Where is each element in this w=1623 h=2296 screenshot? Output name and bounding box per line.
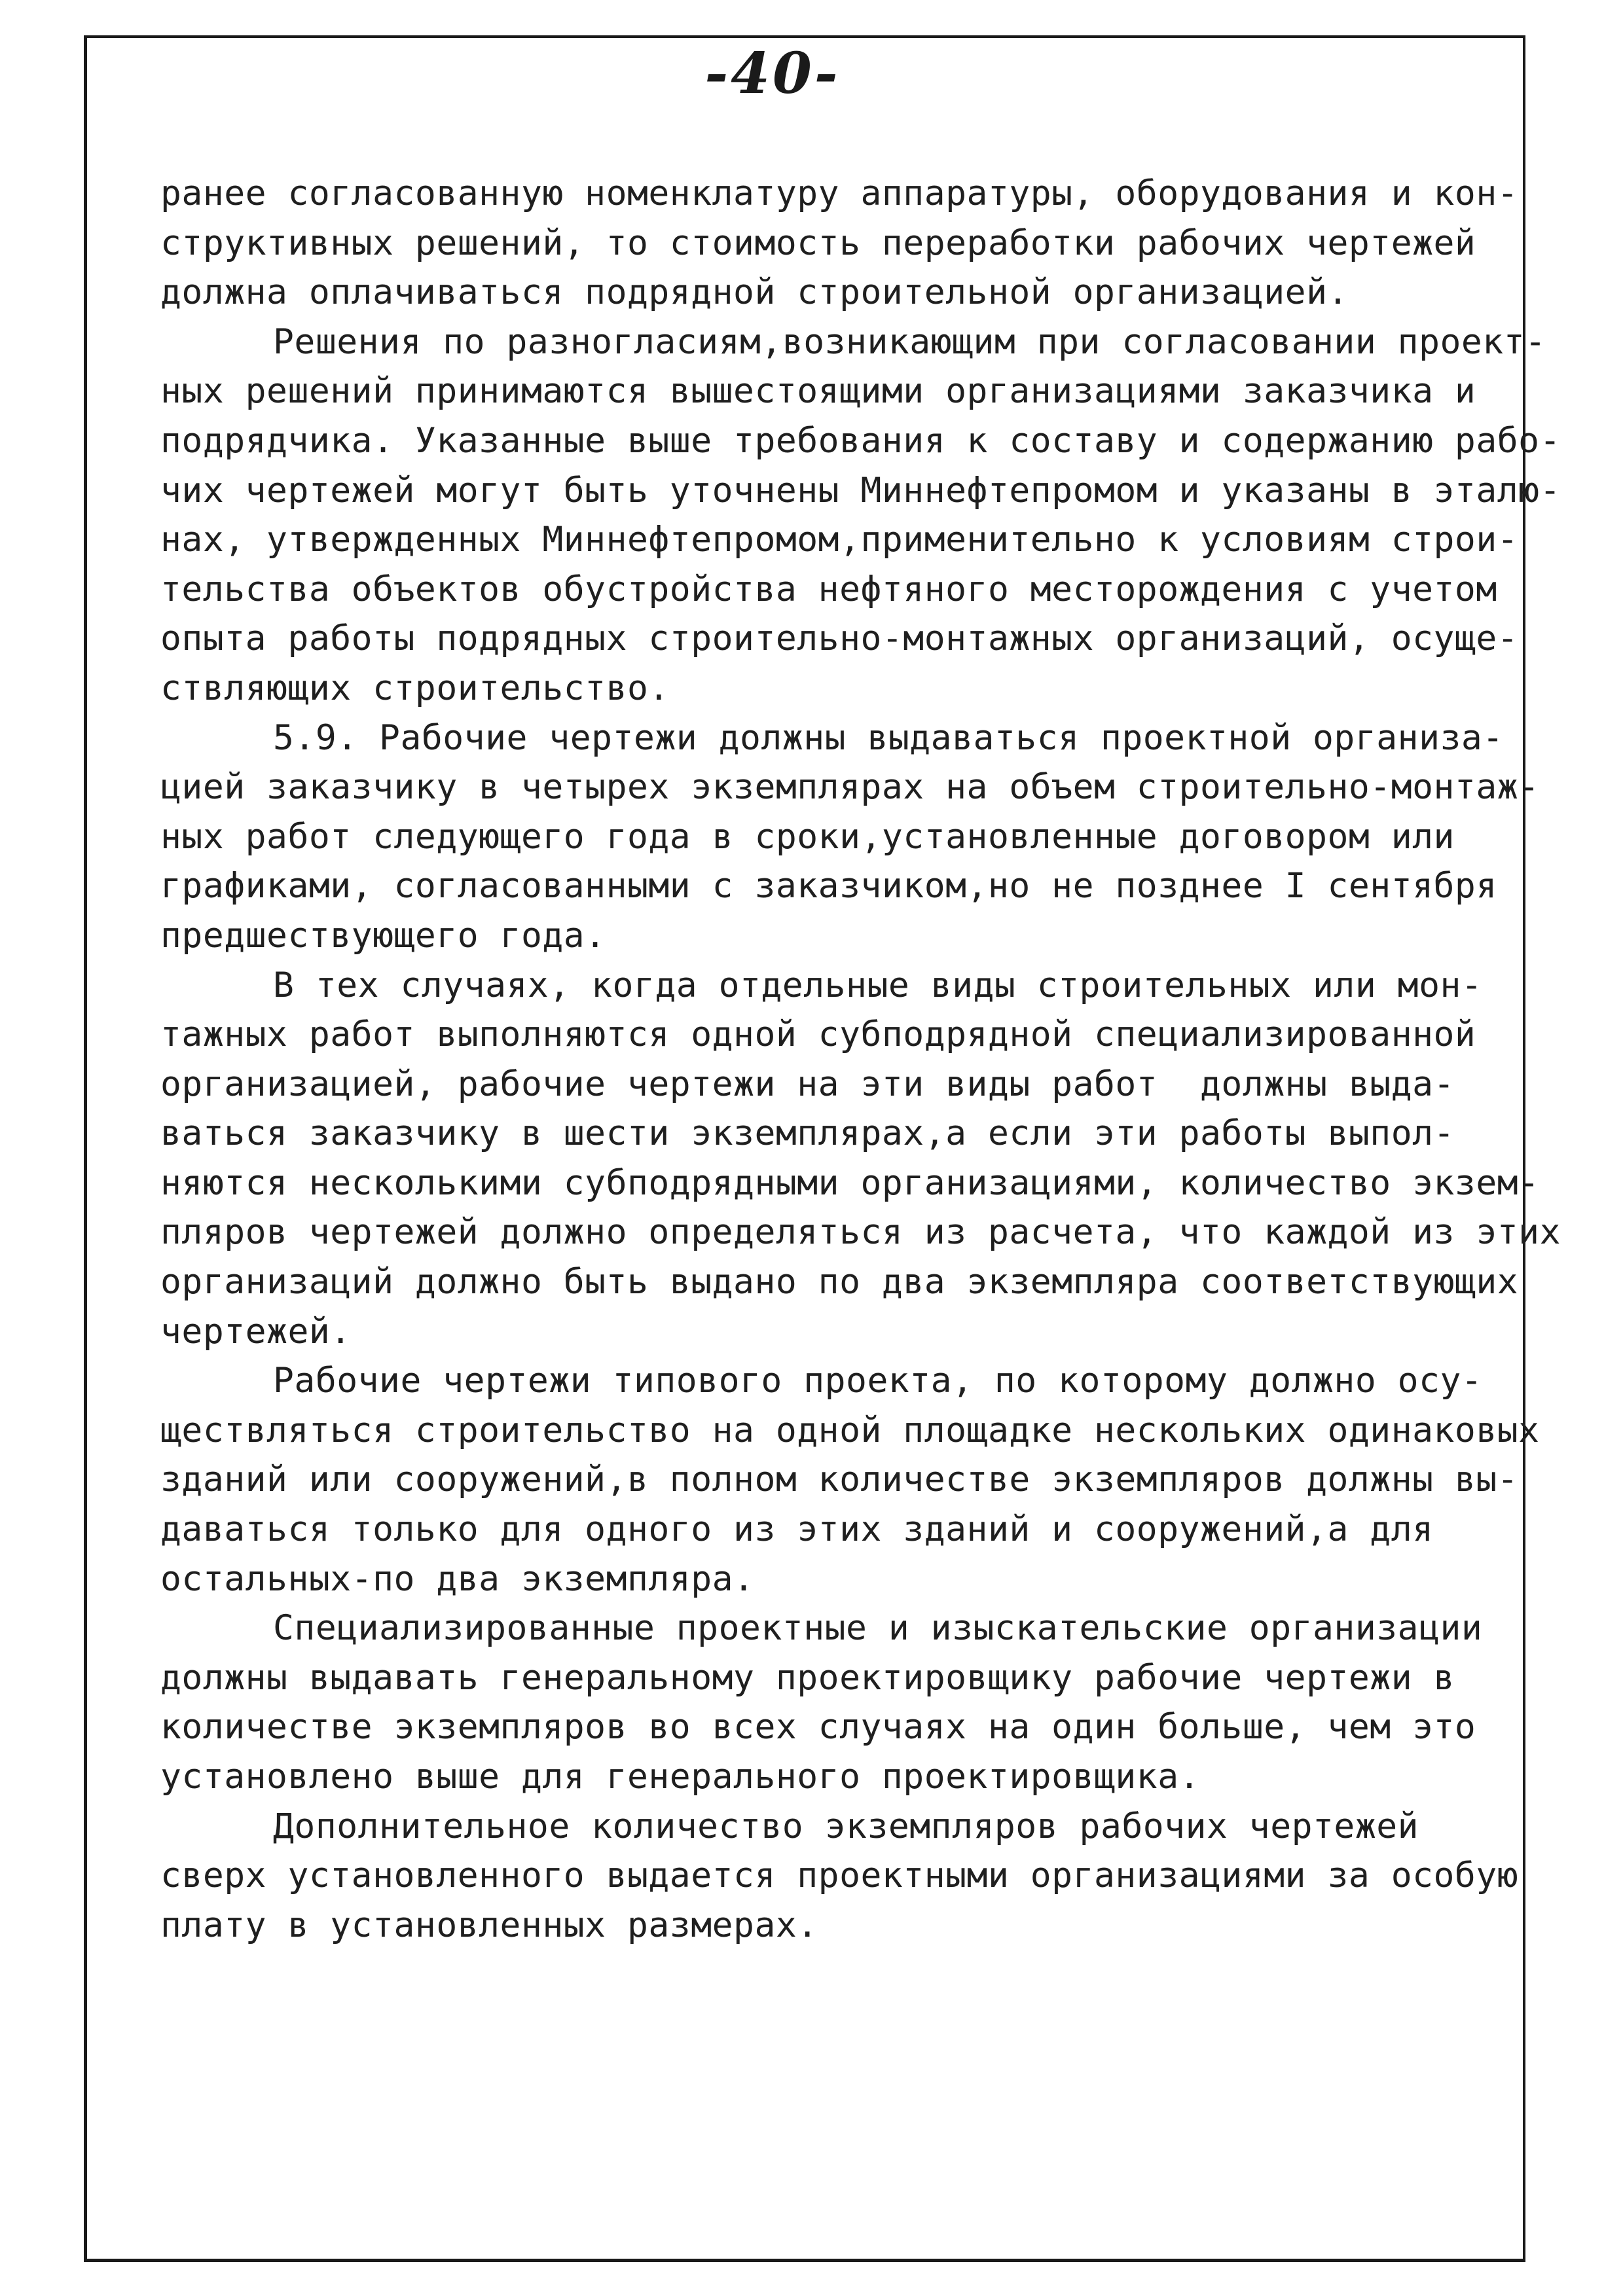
text-line: подрядчика. Указанные выше требования к составу и содержанию рабо- bbox=[160, 420, 1561, 461]
text-line: предшествующего года. bbox=[160, 915, 606, 956]
text-line: ранее согласованную номенклатуру аппаратуры, оборудования и кон- bbox=[160, 173, 1519, 213]
text-line: опыта работы подрядных строительно-монтажных организаций, осуще- bbox=[160, 619, 1519, 659]
text-line: должны выдавать генеральному проектировщику рабочие чертежи в bbox=[160, 1657, 1455, 1698]
document-body bbox=[160, 169, 1561, 1950]
text-line: плату в установленных размерах. bbox=[160, 1905, 818, 1945]
section-5-9-first-line: 5.9. Рабочие чертежи должны выдаваться проектной организа- bbox=[273, 717, 1504, 758]
text-line: структивных решений, то стоимость переработки рабочих чертежей bbox=[160, 223, 1476, 263]
text-line: ных работ следующего года в сроки,установленные договором или bbox=[160, 816, 1455, 857]
text-line: няются несколькими субподрядными организациями, количество экзем- bbox=[160, 1162, 1540, 1203]
text-line: ных решений принимаются вышестоящими организациями заказчика и bbox=[160, 371, 1476, 412]
text-line: ствляющих строительство. bbox=[160, 668, 670, 708]
text-line: установлено выше для генерального проектировщика. bbox=[160, 1757, 1201, 1797]
text-line: организаций должно быть выдано по два экземпляра соответствующих bbox=[160, 1262, 1519, 1302]
paragraph-first-line: Решения по разногласиям,возникающим при согласовании проект- bbox=[273, 321, 1546, 362]
text-line: чертежей. bbox=[160, 1311, 352, 1352]
text-line: даваться только для одного из этих зданий и сооружений,а для bbox=[160, 1509, 1434, 1550]
text-line: тельства объектов обустройства нефтяного месторождения с учетом bbox=[160, 569, 1497, 609]
paragraph-first-line: Специализированные проектные и изыскательские организации bbox=[273, 1608, 1483, 1649]
text-line: нах, утвержденных Миннефтепромом,применительно к условиям строи- bbox=[160, 520, 1519, 560]
text-line: ществляться строительство на одной площадке нескольких одинаковых bbox=[160, 1410, 1540, 1450]
text-line: ваться заказчику в шести экземплярах,а если эти работы выпол- bbox=[160, 1113, 1455, 1154]
paragraph-first-line: В тех случаях, когда отдельные виды строительных или мон- bbox=[273, 965, 1483, 1005]
text-line: цией заказчику в четырех экземплярах на объем строительно-монтаж- bbox=[160, 767, 1540, 808]
text-line: должна оплачиваться подрядной строительной организацией. bbox=[160, 272, 1349, 313]
page-number: -40- bbox=[704, 41, 841, 107]
text-line: количестве экземпляров во всех случаях на один больше, чем это bbox=[160, 1707, 1476, 1748]
text-line: зданий или сооружений,в полном количестве экземпляров должны вы- bbox=[160, 1460, 1519, 1500]
text-line: пляров чертежей должно определяться из расчета, что каждой из этих bbox=[160, 1212, 1561, 1253]
paragraph-first-line: Рабочие чертежи типового проекта, по которому должно осу- bbox=[273, 1361, 1483, 1401]
text-line: организацией, рабочие чертежи на эти виды работ должны выда- bbox=[160, 1064, 1455, 1104]
paragraph-first-line: Дополнительное количество экземпляров рабочих чертежей bbox=[273, 1806, 1419, 1846]
text-line: тажных работ выполняются одной субподрядной специализированной bbox=[160, 1014, 1476, 1055]
text-line: графиками, согласованными с заказчиком,но не позднее I сентября bbox=[160, 866, 1497, 906]
text-line: остальных-по два экземпляра. bbox=[160, 1558, 755, 1599]
text-line: сверх установленного выдается проектными организациями за особую bbox=[160, 1856, 1519, 1896]
text-line: чих чертежей могут быть уточнены Миннефтепромом и указаны в эталю- bbox=[160, 470, 1561, 511]
